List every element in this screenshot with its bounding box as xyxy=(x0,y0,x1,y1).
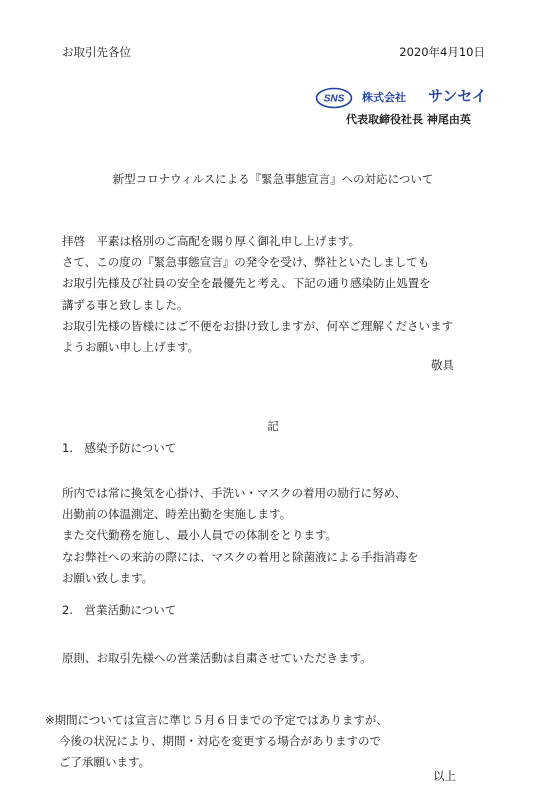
section-1-line: 出勤前の体温測定、時差出勤を実施します。 xyxy=(62,507,292,522)
greeting-line: 講ずる事と致しました。 xyxy=(62,297,189,312)
ki-heading: 記 xyxy=(267,419,279,433)
note-line: ご了承願います。 xyxy=(59,755,151,770)
logo-text: SNS xyxy=(323,93,345,105)
company-name: サンセイ xyxy=(428,87,487,105)
greeting-line: さて、この度の『緊急事態宣言』の発令を受け、弊社といたしましても xyxy=(62,255,430,270)
section-1-line: なお弊社への来訪の際には、マスクの着用と除菌液による手指消毒を xyxy=(62,549,419,564)
period-note xyxy=(45,710,388,774)
section-2-body xyxy=(62,648,372,669)
section-1-heading: 1. 感染予防について xyxy=(62,441,177,455)
end-mark: 以上 xyxy=(433,769,456,783)
section-1-line: 所内では常に換気を心掛け、手洗い・マスクの着用の励行に努め、 xyxy=(62,486,407,500)
section-1-body xyxy=(62,483,419,589)
representative: 代表取締役社長 神尾由英 xyxy=(346,113,471,126)
note-line: ※期間については宣言に準じ５月６日までの予定ではありますが、 xyxy=(45,713,388,727)
closing-word: 敬具 xyxy=(431,358,454,372)
company-logo xyxy=(315,87,353,109)
company-prefix: 株式会社 xyxy=(362,91,406,104)
greeting-paragraph xyxy=(62,231,453,358)
section-2-line: 原則、お取引先様への営業活動は自粛させていただきます。 xyxy=(62,651,372,665)
addressee: お取引先各位 xyxy=(62,45,131,59)
document-title: 新型コロナウィルスによる『緊急事態宣言』への対応について xyxy=(112,172,434,186)
greeting-line: お取引先様の皆様にはご不便をお掛け致しますが、何卒ご理解くださいます xyxy=(62,318,453,333)
greeting-line: お取引先様及び社員の安全を最優先と考え、下記の通り感染防止処置を xyxy=(62,276,431,291)
section-1-line: お願い致します。 xyxy=(62,570,154,585)
note-line: 今後の状況により、期間・対応を変更する場合がありますので xyxy=(59,734,381,749)
section-1-line: また交代勤務を施し、最小人員での体制をとります。 xyxy=(62,528,338,543)
greeting-line: ようお願い申し上げます。 xyxy=(62,340,200,355)
section-2-heading: 2. 営業活動について xyxy=(62,603,177,617)
greeting-line: 拝啓 平素は格別のご高配を賜り厚く御礼申し上げます。 xyxy=(62,234,361,248)
document-date: 2020年4月10日 xyxy=(399,45,485,59)
